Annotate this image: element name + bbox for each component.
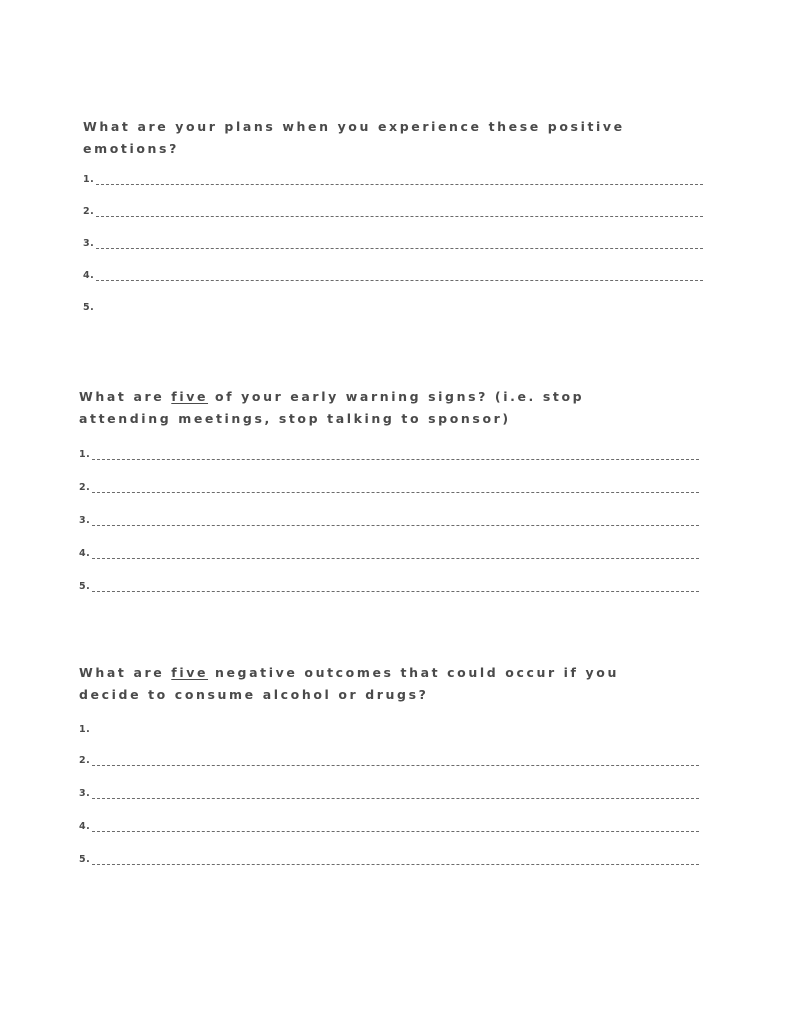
- answer-line-5[interactable]: [79, 854, 699, 868]
- question-line-1-pre: What are: [79, 665, 172, 680]
- question-line-2: emotions?: [83, 141, 179, 156]
- answer-line-5[interactable]: [79, 581, 699, 595]
- item-number: 5.: [83, 302, 95, 313]
- question-line-2: attending meetings, stop talking to sponsor): [79, 411, 511, 426]
- question-emphasis: five: [171, 665, 209, 680]
- item-number: 1.: [83, 174, 95, 185]
- answer-line-4[interactable]: [83, 270, 703, 284]
- answer-line-3[interactable]: [79, 515, 699, 529]
- item-number: 5.: [79, 581, 91, 592]
- item-number: 1.: [79, 724, 91, 735]
- item-number: 3.: [83, 238, 95, 249]
- question-line-1: What are your plans when you experience these positive: [83, 119, 625, 134]
- answer-line-5[interactable]: [83, 302, 703, 316]
- answer-line-1[interactable]: [79, 449, 699, 463]
- answer-line-3[interactable]: [83, 238, 703, 252]
- question-heading: [83, 116, 625, 160]
- question-line-1-pre: What are: [79, 389, 172, 404]
- answer-line-4[interactable]: [79, 548, 699, 562]
- item-number: 4.: [83, 270, 95, 281]
- question-heading: [79, 386, 584, 430]
- item-number: 2.: [83, 206, 95, 217]
- item-number: 4.: [79, 548, 91, 559]
- item-number: 3.: [79, 788, 91, 799]
- question-line-1-post: negative outcomes that could occur if you: [208, 665, 619, 680]
- question-line-1-post: of your early warning signs? (i.e. stop: [208, 389, 585, 404]
- answer-line-2[interactable]: [79, 482, 699, 496]
- question-emphasis: five: [171, 389, 209, 404]
- question-line-2: decide to consume alcohol or drugs?: [79, 687, 429, 702]
- question-heading: [79, 662, 619, 706]
- answer-line-2[interactable]: [79, 755, 699, 769]
- item-number: 5.: [79, 854, 91, 865]
- answer-line-2[interactable]: [83, 206, 703, 220]
- item-number: 1.: [79, 449, 91, 460]
- answer-line-3[interactable]: [79, 788, 699, 802]
- item-number: 2.: [79, 755, 91, 766]
- item-number: 3.: [79, 515, 91, 526]
- answer-line-4[interactable]: [79, 821, 699, 835]
- item-number: 2.: [79, 482, 91, 493]
- item-number: 4.: [79, 821, 91, 832]
- answer-line-1[interactable]: [83, 174, 703, 188]
- answer-line-1[interactable]: [79, 724, 699, 738]
